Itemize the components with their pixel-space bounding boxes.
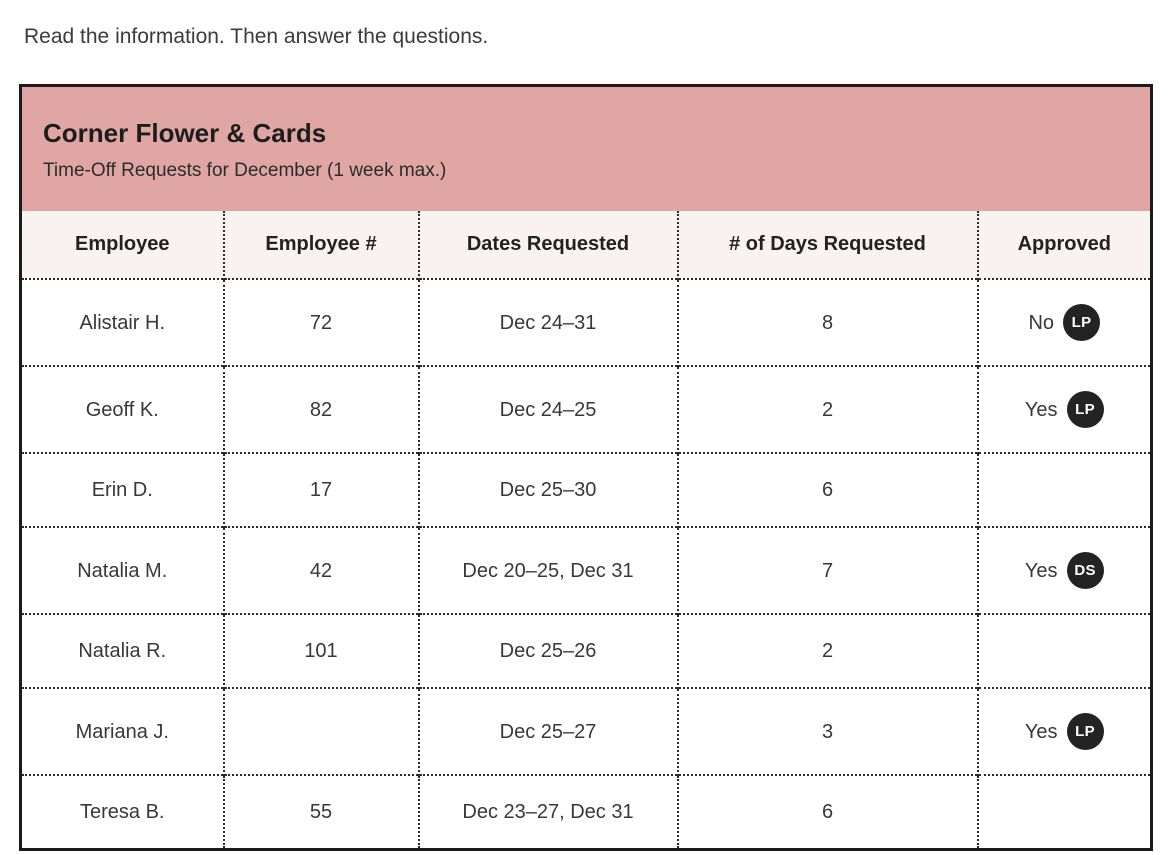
employee-number-cell: 101 <box>224 614 419 688</box>
employee-cell: Erin D. <box>21 453 224 527</box>
employee-number-cell: 42 <box>224 527 419 614</box>
approved-cell <box>978 614 1152 688</box>
table-row <box>21 527 1152 614</box>
table-row <box>21 688 1152 775</box>
approved-cell <box>978 688 1152 775</box>
column-header-row <box>21 211 1152 279</box>
approved-cell <box>978 366 1152 453</box>
card-header-band <box>21 86 1152 211</box>
table-row <box>21 453 1152 527</box>
days-requested-cell: 2 <box>678 366 978 453</box>
dates-requested-cell: Dec 24–25 <box>419 366 678 453</box>
dates-requested-cell: Dec 20–25, Dec 31 <box>419 527 678 614</box>
employee-cell: Natalia M. <box>21 527 224 614</box>
days-requested-cell: 6 <box>678 775 978 850</box>
approver-initials-badge: LP <box>1067 713 1104 750</box>
employee-number-cell <box>224 688 419 775</box>
column-header: Employee <box>21 211 224 279</box>
approved-text: Yes <box>1024 398 1058 421</box>
employee-number-cell: 55 <box>224 775 419 850</box>
instruction-text: Read the information. Then answer the questions. <box>24 25 489 48</box>
approved-cell <box>978 775 1152 850</box>
card-title: Corner Flower & Cards <box>43 118 327 149</box>
table-row <box>21 614 1152 688</box>
column-header: # of Days Requested <box>678 211 978 279</box>
time-off-table <box>19 84 1153 851</box>
employee-cell: Geoff K. <box>21 366 224 453</box>
days-requested-cell: 3 <box>678 688 978 775</box>
approved-wrap <box>985 391 1145 428</box>
approved-wrap <box>985 552 1145 589</box>
approved-wrap <box>985 304 1145 341</box>
approved-text: Yes <box>1024 720 1058 743</box>
employee-number-cell: 17 <box>224 453 419 527</box>
approver-initials-badge: DS <box>1067 552 1104 589</box>
employee-number-cell: 72 <box>224 279 419 366</box>
approved-cell <box>978 527 1152 614</box>
table-row <box>21 279 1152 366</box>
table-body <box>21 279 1152 850</box>
column-header: Approved <box>978 211 1152 279</box>
dates-requested-cell: Dec 23–27, Dec 31 <box>419 775 678 850</box>
approved-text: No <box>1028 311 1055 334</box>
approved-cell <box>978 279 1152 366</box>
employee-cell: Natalia R. <box>21 614 224 688</box>
card-header-row <box>21 86 1152 211</box>
dates-requested-cell: Dec 25–26 <box>419 614 678 688</box>
table-row <box>21 775 1152 850</box>
days-requested-cell: 8 <box>678 279 978 366</box>
days-requested-cell: 2 <box>678 614 978 688</box>
dates-requested-cell: Dec 25–27 <box>419 688 678 775</box>
card-subtitle: Time-Off Requests for December (1 week max.) <box>43 160 447 182</box>
employee-cell: Teresa B. <box>21 775 224 850</box>
table-row <box>21 366 1152 453</box>
column-header: Dates Requested <box>419 211 678 279</box>
days-requested-cell: 6 <box>678 453 978 527</box>
dates-requested-cell: Dec 25–30 <box>419 453 678 527</box>
employee-cell: Alistair H. <box>21 279 224 366</box>
employee-cell: Mariana J. <box>21 688 224 775</box>
dates-requested-cell: Dec 24–31 <box>419 279 678 366</box>
approved-wrap <box>985 713 1145 750</box>
approved-cell <box>978 453 1152 527</box>
employee-number-cell: 82 <box>224 366 419 453</box>
approved-text: Yes <box>1024 559 1058 582</box>
approver-initials-badge: LP <box>1063 304 1100 341</box>
approver-initials-badge: LP <box>1067 391 1104 428</box>
approved-wrap <box>985 478 1145 502</box>
approved-wrap <box>985 800 1145 824</box>
days-requested-cell: 7 <box>678 527 978 614</box>
column-header: Employee # <box>224 211 419 279</box>
approved-wrap <box>985 639 1145 663</box>
